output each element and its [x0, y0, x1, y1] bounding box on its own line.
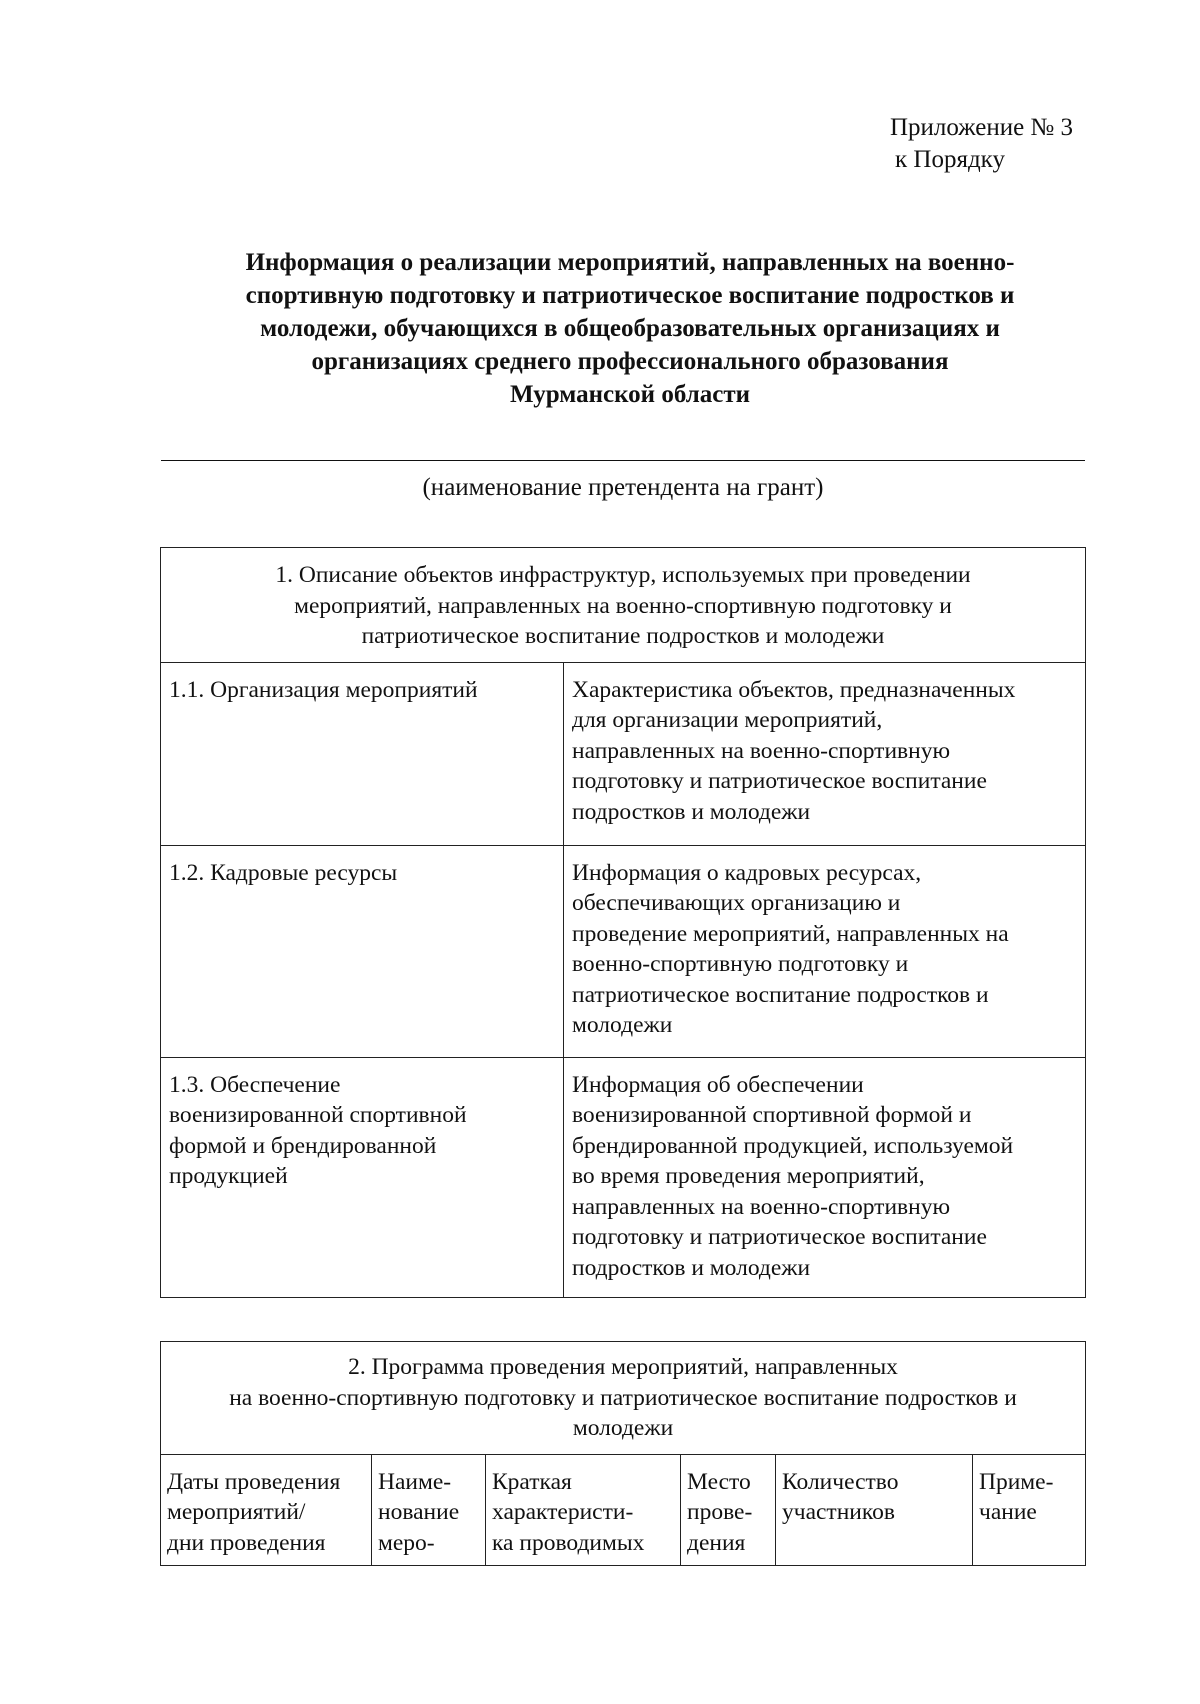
- column-header-notes: [973, 1454, 1086, 1565]
- cell-line: Приме-: [979, 1468, 1054, 1495]
- cell-line: подготовку и патриотическое воспитание: [572, 768, 987, 794]
- cell-line: военно-спортивную подготовку и: [572, 951, 909, 977]
- cell-line: военизированной спортивной: [169, 1102, 467, 1128]
- table-row: [161, 845, 1086, 1057]
- row-description: [564, 1057, 1086, 1297]
- cell-line: 1.2. Кадровые ресурсы: [169, 859, 398, 886]
- cell-line: подростков и молодежи: [572, 1254, 811, 1281]
- header-line: на военно-спортивную подготовку и патриотическое воспитание подростков и: [229, 1384, 1017, 1411]
- appendix-number: Приложение № 3: [890, 114, 1074, 141]
- title-line: организациях среднего профессионального образования: [311, 348, 949, 375]
- cell-line: обеспечивающих организацию и: [572, 890, 901, 916]
- applicant-name-line: [161, 460, 1085, 461]
- cell-line: 1.3. Обеспечение: [169, 1071, 341, 1098]
- cell-line: формой и брендированной: [169, 1132, 437, 1159]
- column-header-location: [681, 1454, 776, 1565]
- row-label: [161, 845, 564, 1057]
- column-header-row: [161, 1454, 1086, 1565]
- section1-header: [161, 548, 1086, 663]
- row-description: [564, 662, 1086, 845]
- program-table: [160, 1341, 1086, 1566]
- document-title: [170, 246, 1090, 411]
- cell-line: подростков и молодежи: [572, 798, 811, 825]
- cell-line: молодежи: [572, 1012, 673, 1038]
- header-line: патриотическое воспитание подростков и молодежи: [361, 623, 885, 649]
- table-row: [161, 662, 1086, 845]
- appendix-reference: к Порядку: [895, 146, 1005, 173]
- cell-line: Информация о кадровых ресурсах,: [572, 859, 922, 886]
- cell-line: Характеристика объектов, предназначенных: [572, 676, 1016, 703]
- cell-line: патриотическое воспитание подростков и: [572, 981, 989, 1008]
- column-header-participants: [776, 1454, 973, 1565]
- cell-line: военизированной спортивной формой и: [572, 1102, 972, 1128]
- cell-line: во время проведения мероприятий,: [572, 1163, 925, 1189]
- cell-line: для организации мероприятий,: [572, 707, 883, 733]
- cell-line: продукцией: [169, 1163, 288, 1189]
- column-header-dates: [161, 1454, 372, 1565]
- cell-line: нование: [378, 1499, 460, 1525]
- cell-line: ка проводимых: [492, 1529, 645, 1556]
- cell-line: подготовку и патриотическое воспитание: [572, 1224, 987, 1250]
- infrastructure-table: [160, 547, 1086, 1298]
- cell-line: мероприятий/: [167, 1499, 306, 1525]
- row-label: [161, 1057, 564, 1297]
- column-header-name: [372, 1454, 486, 1565]
- table-header-row: [161, 548, 1086, 663]
- cell-line: Даты проведения: [167, 1468, 341, 1495]
- header-line: молодежи: [572, 1415, 674, 1441]
- cell-line: Количество: [782, 1468, 899, 1495]
- section2-header: [161, 1342, 1086, 1455]
- cell-line: 1.1. Организация мероприятий: [169, 676, 478, 703]
- cell-line: проведение мероприятий, направленных на: [572, 920, 1009, 947]
- appendix-label: [890, 112, 1073, 176]
- applicant-name-caption: (наименование претендента на грант): [422, 474, 824, 501]
- cell-line: Краткая: [492, 1468, 572, 1495]
- title-line: спортивную подготовку и патриотическое воспитание подростков и: [245, 282, 1015, 309]
- title-line: Мурманской области: [509, 381, 751, 408]
- cell-line: направленных на военно-спортивную: [572, 737, 950, 764]
- table-header-row: [161, 1342, 1086, 1455]
- table-row: [161, 1057, 1086, 1297]
- row-label: [161, 662, 564, 845]
- cell-line: меро-: [378, 1529, 435, 1556]
- cell-line: прове-: [687, 1499, 753, 1525]
- cell-line: дни проведения: [167, 1529, 326, 1556]
- header-line: 1. Описание объектов инфраструктур, используемых при проведении: [275, 562, 971, 588]
- cell-line: дения: [687, 1529, 746, 1556]
- cell-line: Наиме-: [378, 1468, 452, 1495]
- title-line: молодежи, обучающихся в общеобразовательных организациях и: [260, 315, 1000, 342]
- cell-line: Информация об обеспечении: [572, 1071, 864, 1098]
- cell-line: характеристи-: [492, 1499, 634, 1525]
- cell-line: брендированной продукцией, используемой: [572, 1132, 1014, 1159]
- cell-line: чание: [979, 1499, 1037, 1525]
- header-line: 2. Программа проведения мероприятий, направленных: [348, 1354, 898, 1380]
- cell-line: участников: [782, 1499, 895, 1525]
- row-description: [564, 845, 1086, 1057]
- header-line: мероприятий, направленных на военно-спортивную подготовку и: [294, 592, 952, 619]
- column-header-description: [486, 1454, 681, 1565]
- cell-line: Место: [687, 1468, 751, 1495]
- cell-line: направленных на военно-спортивную: [572, 1193, 950, 1220]
- title-line: Информация о реализации мероприятий, направленных на военно-: [245, 249, 1015, 276]
